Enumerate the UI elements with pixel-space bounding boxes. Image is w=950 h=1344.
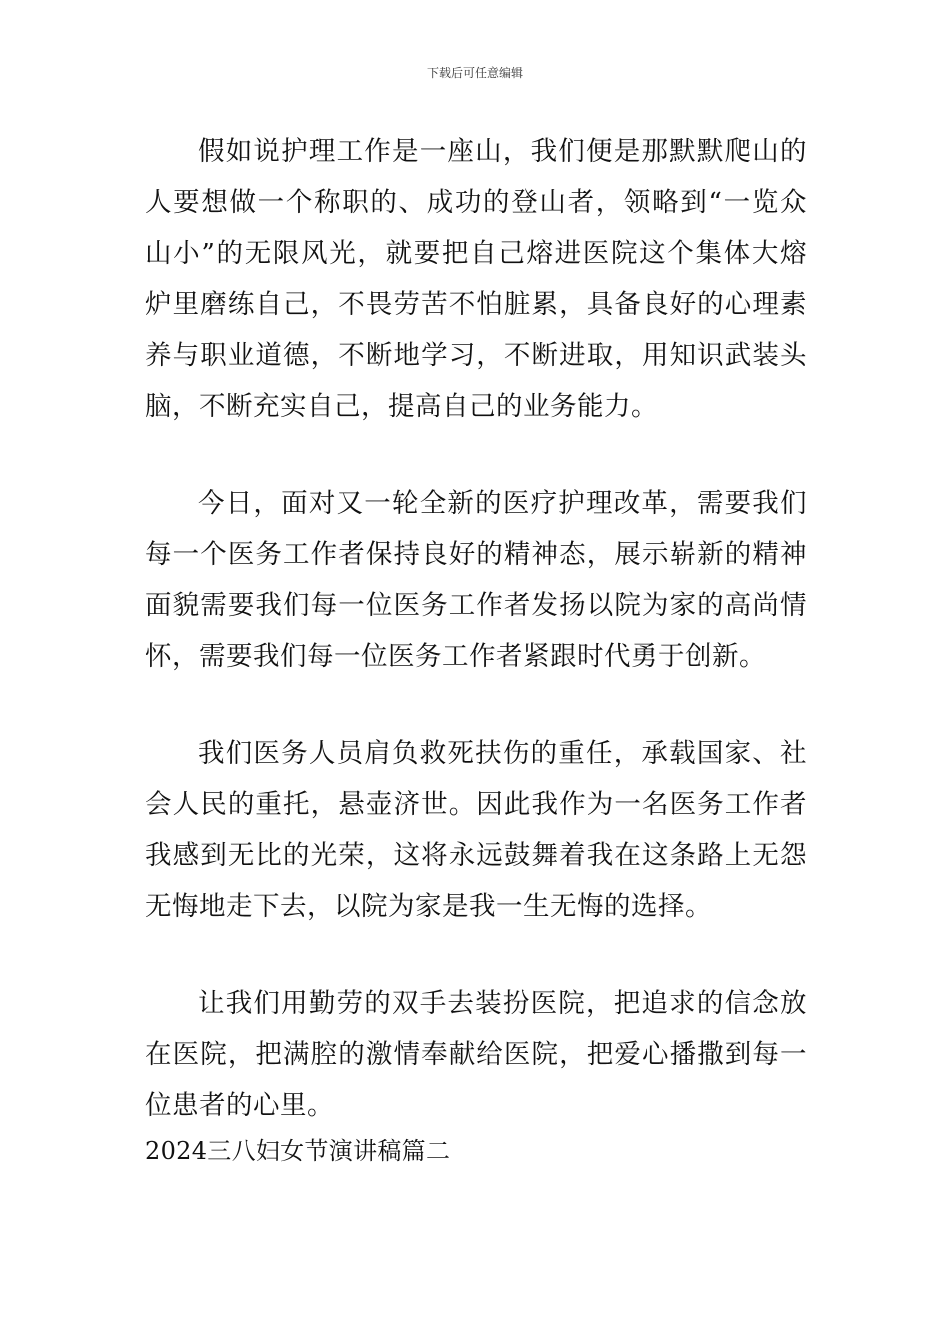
paragraph-4: 让我们用勤劳的双手去装扮医院，把追求的信念放在医院，把满腔的激情奉献给医院，把爱心播撒到每一位患者的心里。 (145, 988, 807, 1121)
paragraph-3: 我们医务人员肩负救死扶伤的重任，承载国家、社会人民的重托，悬壶济世。因此我作为一名医务工作者我感到无比的光荣，这将永远鼓舞着我在这条路上无怨无悔地走下去，以院为家是我一生无悔的选择。 (145, 738, 807, 922)
paragraph-2: 今日，面对又一轮全新的医疗护理改革，需要我们每一个医务工作者保持良好的精神态，展示崭新的精神面貌需要我们每一位医务工作者发扬以院为家的高尚情怀，需要我们每一位医务工作者紧跟时代勇于创新。 (145, 488, 807, 672)
page-header-note: 下载后可任意编辑 (426, 66, 523, 80)
paragraph-1: 假如说护理工作是一座山，我们便是那默默爬山的人要想做一个称职的、成功的登山者，领略到“一览众山小”的无限风光，就要把自己熔进医院这个集体大熔炉里磨练自己，不畏劳苦不怕脏累，具备良好的心理素养与职业道德，不断地学习，不断进取，用知识武装头脑，不断充实自己，提高自己的业务能力。 (145, 136, 807, 422)
section-heading: 2024三八妇女节演讲稿篇二 (145, 1137, 451, 1165)
document-body (145, 126, 807, 1171)
